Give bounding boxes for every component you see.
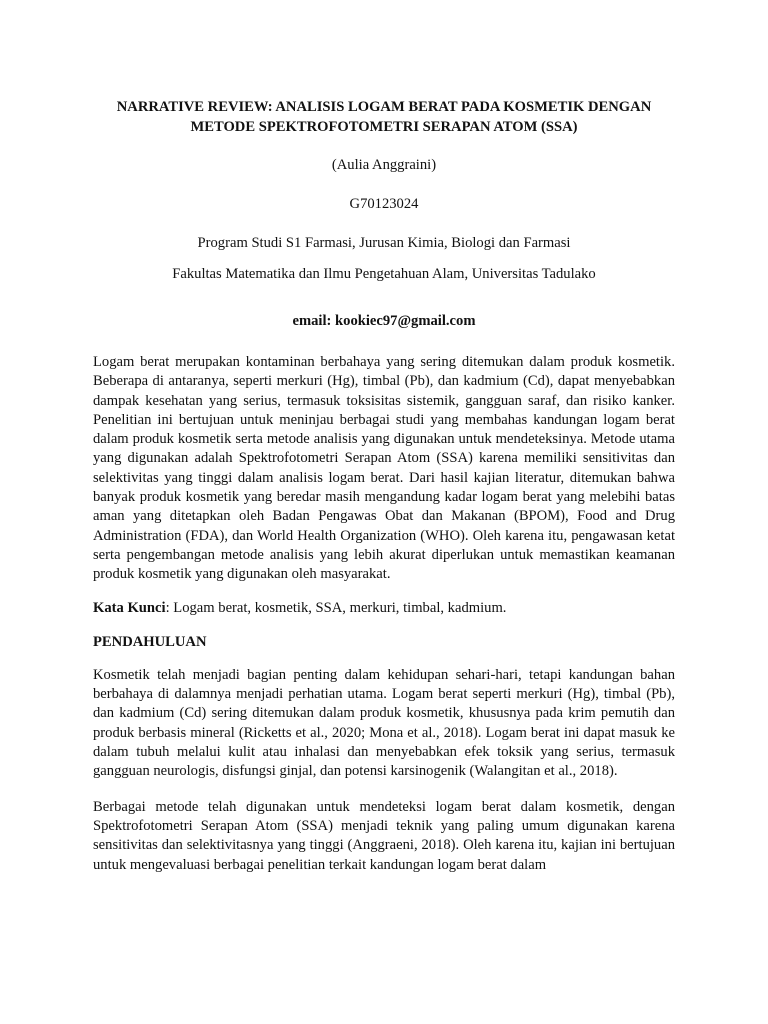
- document-page: [93, 97, 675, 875]
- faculty-affiliation: Fakultas Matematika dan Ilmu Pengetahuan Alam, Universitas Tadulako: [172, 266, 596, 282]
- paper-title-line-1: NARRATIVE REVIEW: ANALISIS LOGAM BERAT PADA KOSMETIK DENGAN: [116, 99, 652, 115]
- paper-title-line-2: METODE SPEKTROFOTOMETRI SERAPAN ATOM (SSA): [190, 119, 578, 135]
- author-email: email: kookiec97@gmail.com: [292, 313, 476, 329]
- study-program: Program Studi S1 Farmasi, Jurusan Kimia, Biologi dan Farmasi: [197, 235, 571, 251]
- keywords-label: Kata Kunci: [93, 599, 166, 616]
- abstract-paragraph: Logam berat merupakan kontaminan berbahaya yang sering ditemukan dalam produk kosmetik. Beberapa di antaranya, seperti merkuri (Hg), timbal (Pb), dan kadmium (Cd), dapat menyebabkan dampak kesehatan yang serius, termasuk toksisitas sistemik, gangguan saraf, dan risiko kanker. Penelitian ini bertujuan untuk meninjau berbagai studi yang membahas kandungan logam berat dalam produk kosmetik serta metode analisis yang digunakan untuk mendeteksinya. Metode utama yang digunakan adalah Spektrofotometri Serapan Atom (SSA) karena memiliki sensitivitas dan selektivitas yang tinggi dalam analisis logam berat. Dari hasil kajian literatur, ditemukan bahwa banyak produk kosmetik yang beredar masih mengandung kadar logam berat yang melebihi batas aman yang ditetapkan oleh Badan Pengawas Obat dan Makanan (BPOM), Food and Drug Administration (FDA), dan World Health Organization (WHO). Oleh karena itu, pengawasan ketat serta pengembangan metode analisis yang lebih akurat diperlukan untuk memastikan keamanan produk kosmetik yang digunakan oleh masyarakat.: [93, 354, 675, 583]
- keywords-line: [93, 599, 675, 618]
- intro-paragraph-1: Kosmetik telah menjadi bagian penting dalam kehidupan sehari-hari, tetapi kandungan bahan berbahaya di dalamnya menjadi perhatian utama. Logam berat seperti merkuri (Hg), timbal (Pb), dan kadmium (Cd) sering ditemukan dalam produk kosmetik, khususnya pada krim pemutih dan produk berbasis mineral (Ricketts et al., 2020; Mona et al., 2018). Logam berat ini dapat masuk ke dalam tubuh melalui kulit atau inhalasi dan menyebabkan efek toksik yang serius, termasuk gangguan neurologis, disfungsi ginjal, dan potensi karsinogenik (Walangitan et al., 2018).: [93, 666, 675, 780]
- section-heading-introduction: PENDAHULUAN: [93, 633, 207, 650]
- intro-paragraph-2: Berbagai metode telah digunakan untuk mendeteksi logam berat dalam kosmetik, dengan Spektrofotometri Serapan Atom (SSA) menjadi teknik yang paling umum digunakan karena sensitivitas dan selektivitasnya yang tinggi (Anggraeni, 2018). Oleh karena itu, kajian ini bertujuan untuk mengevaluasi berbagai penelitian terkait kandungan logam berat dalam: [93, 798, 675, 873]
- keywords-text: : Logam berat, kosmetik, SSA, merkuri, timbal, kadmium.: [165, 599, 507, 616]
- student-id: G70123024: [349, 196, 419, 212]
- author-name: (Aulia Anggraini): [331, 157, 437, 173]
- paper-title: [93, 97, 675, 137]
